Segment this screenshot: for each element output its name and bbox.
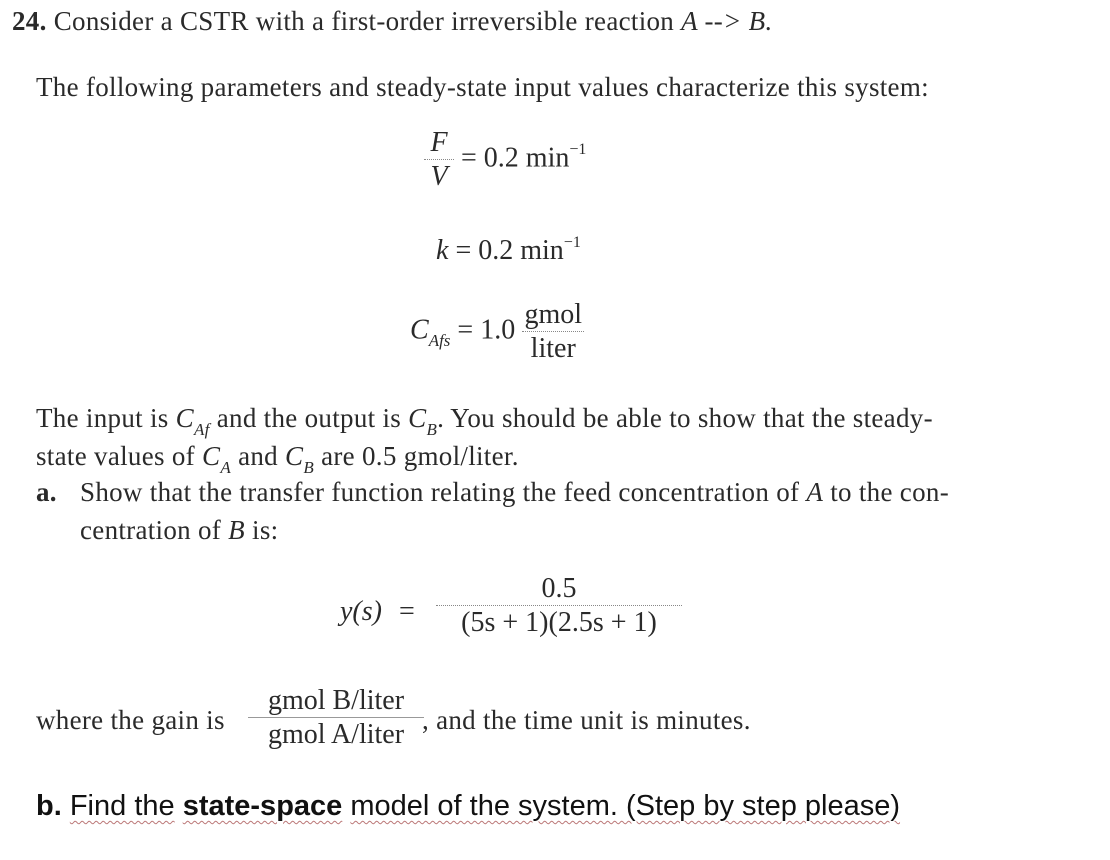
k-symbol: k [436, 235, 449, 266]
part-b-text-2: model of the system. (Step by step please) [350, 790, 901, 822]
cafs-value: 1.0 [480, 314, 516, 346]
input-text-1c: . You should be able to show that the steady- [437, 403, 933, 433]
cafs-equation [410, 300, 584, 364]
k-equation [436, 235, 581, 267]
fv-denominator: V [430, 161, 448, 193]
part-b-label: b. [36, 790, 62, 822]
tf-eq-sign: = [398, 596, 415, 627]
ca-symbol: C [202, 441, 221, 471]
transfer-function-fraction [436, 574, 682, 638]
input-text-2c: are 0.5 gmol/liter. [321, 441, 519, 471]
part-b-bold: state-space [182, 790, 343, 822]
cb-symbol: C [408, 403, 427, 433]
gain-suffix: , and the time unit is minutes. [422, 705, 751, 735]
problem-statement [12, 6, 773, 37]
tf-lhs: y(s) [340, 596, 382, 627]
cafs-unit-numerator: gmol [524, 299, 582, 330]
k-exponent: −1 [563, 234, 581, 251]
caf-subscript: Af [193, 420, 210, 439]
tf-denominator: (5s + 1)(2.5s + 1) [461, 607, 657, 639]
part-a-label: a. [36, 477, 57, 507]
input-text-1b: and the output is [216, 403, 402, 433]
fv-exponent: −1 [569, 141, 587, 159]
parameters-intro: The following parameters and steady-state input values characterize this system: [36, 72, 929, 102]
caf-symbol: C [175, 403, 194, 433]
reaction-equation: A --> B. [681, 6, 773, 36]
tf-numerator: 0.5 [541, 573, 577, 604]
gain-numerator: gmol B/liter [267, 685, 405, 716]
problem-intro: Consider a CSTR with a first-order irreversible reaction [53, 6, 675, 36]
input-text-2a: state values of [36, 441, 195, 471]
cafs-eq-sign: = [457, 314, 474, 346]
fv-value: 0.2 min [483, 142, 570, 174]
k-value: 0.2 min [478, 235, 564, 266]
problem-number: 24. [12, 6, 47, 36]
input-text-line-2 [36, 441, 519, 477]
gain-prefix: where the gain is [36, 705, 225, 735]
ca-subscript: A [220, 458, 232, 477]
input-text-line-1 [36, 403, 933, 439]
part-a-line-2 [80, 515, 278, 546]
cb-subscript-2: B [303, 458, 315, 477]
cb-subscript: B [426, 420, 438, 439]
cb-symbol-2: C [285, 441, 304, 471]
part-a-text-1: Show that the transfer function relating the feed concentration of [80, 477, 800, 507]
gain-denominator: gmol A/liter [267, 719, 405, 751]
part-a-text-1-end: to the con- [830, 477, 949, 507]
cafs-symbol: C [410, 314, 429, 346]
part-a-var-a: A [806, 477, 824, 507]
fv-eq-sign: = [461, 142, 477, 174]
input-text-2b: and [238, 441, 278, 471]
fv-equation [424, 128, 586, 192]
transfer-function-lhs [340, 596, 415, 628]
gain-fraction [248, 686, 424, 750]
part-b [36, 790, 900, 823]
cafs-subscript: Afs [428, 331, 451, 351]
part-a-text-2-end: is: [252, 515, 279, 545]
input-text-1a: The input is [36, 403, 169, 433]
part-b-text-1: Find the [69, 790, 175, 822]
part-a-line-1 [36, 477, 949, 508]
part-a-var-b: B [228, 515, 245, 545]
k-eq-sign: = [455, 235, 472, 266]
cafs-unit-denominator: liter [530, 333, 576, 365]
fv-numerator: F [430, 127, 448, 158]
part-a-text-2: centration of [80, 515, 222, 545]
